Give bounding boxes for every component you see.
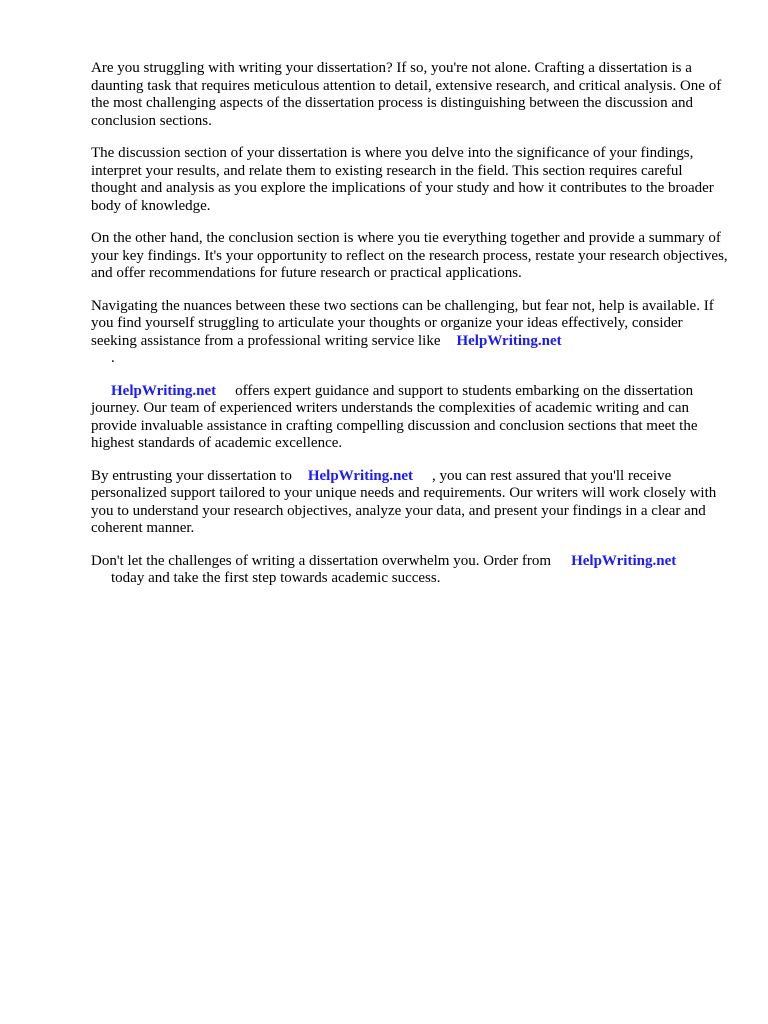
paragraph-navigating-text: Navigating the nuances between these two sections can be challenging, but fear not, help is available. If you find yourself struggling to articulate your thoughts or organize your ideas effectively, consider seeking assistance from a professional writing service like — [91, 297, 714, 349]
paragraph-order-after: today and take the first step towards academic success. — [111, 570, 441, 586]
paragraph-conclusion — [91, 230, 731, 283]
paragraph-discussion — [91, 145, 731, 215]
paragraph-entrusting-before: By entrusting your dissertation to — [91, 467, 292, 484]
paragraph-entrusting-after: , you can rest assured that you'll receive personalized support tailored to your unique needs and requirements. Our writers will work closely with you to understand your research objectives, analyze your data, and present your findings in a clear and coherent manner. — [91, 467, 717, 536]
document-page — [91, 60, 731, 603]
helpwriting-link[interactable]: HelpWriting.net — [111, 382, 217, 399]
helpwriting-link[interactable]: HelpWriting.net — [571, 552, 677, 569]
paragraph-navigating-end: . — [111, 350, 115, 366]
paragraph-order-before: Don't let the challenges of writing a dissertation overwhelm you. Order from — [91, 552, 552, 569]
helpwriting-link[interactable]: HelpWriting.net — [307, 467, 413, 484]
paragraph-intro — [91, 60, 731, 130]
paragraph-entrusting — [91, 468, 731, 538]
helpwriting-link[interactable]: HelpWriting.net — [456, 332, 562, 349]
paragraph-navigating — [91, 298, 731, 368]
paragraph-discussion-text: The discussion section of your dissertation is where you delve into the significance of your findings, interpret your results, and relate them to existing research in the field. This section requires careful thought and analysis as you explore the implications of your study and how it contributes to the broader body of knowledge. — [91, 145, 714, 214]
paragraph-intro-text: Are you struggling with writing your dissertation? If so, you're not alone. Crafting a dissertation is a daunting task that requires meticulous attention to detail, extensive research, and critical analysis. One of the most challenging aspects of the dissertation process is distinguishing between the discussion and conclusion sections. — [91, 60, 722, 129]
paragraph-conclusion-text: On the other hand, the conclusion section is where you tie everything together and provide a summary of your key findings. It's your opportunity to reflect on the research process, restate your research objectives, and offer recommendations for future research or practical applications. — [91, 230, 728, 281]
paragraph-offers-text: offers expert guidance and support to students embarking on the dissertation journey. Our team of experienced writers understands the complexities of academic writing and can provide invaluable assistance in crafting compelling discussion and conclusion sections that meet the highest standards of academic excellence. — [91, 382, 698, 451]
paragraph-order — [91, 553, 731, 588]
paragraph-offers — [91, 383, 731, 453]
